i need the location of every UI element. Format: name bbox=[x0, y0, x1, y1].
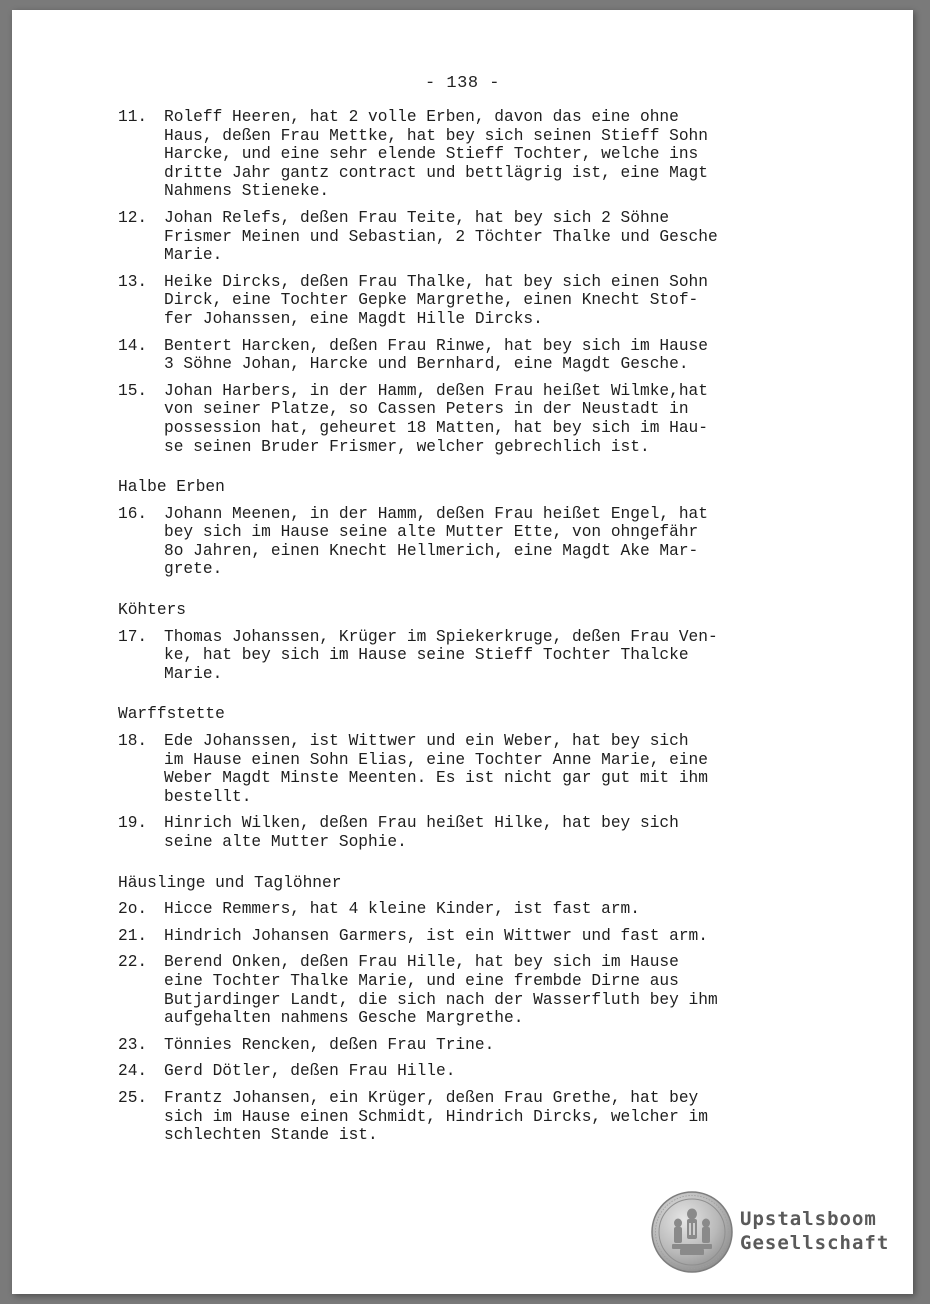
entry-line: seine alte Mutter Sophie. bbox=[164, 833, 407, 851]
entry-line: schlechten Stande ist. bbox=[164, 1126, 378, 1145]
section-halbe-erben bbox=[118, 478, 808, 579]
entry-number: 2o. bbox=[118, 900, 148, 919]
entry-line: Berend Onken, deßen Frau Hille, hat bey sich im Hause bbox=[164, 953, 679, 972]
entry-line: im Hause einen Sohn Elias, eine Tochter Anne Marie, eine bbox=[164, 750, 708, 769]
entry-line: Gerd Dötler, deßen Frau Hille. bbox=[164, 1062, 456, 1081]
entry-23 bbox=[118, 1036, 808, 1055]
entry-number: 13. bbox=[118, 272, 148, 291]
entry-line: se seinen Bruder Frismer, welcher gebrechlich ist. bbox=[164, 437, 650, 456]
entry-line: Hindrich Johansen Garmers, ist ein Wittwer und fast arm. bbox=[164, 926, 708, 945]
entry-line: Butjardinger Landt, die sich nach der Wasserfluth bey ihm bbox=[164, 990, 718, 1009]
section-vollerben bbox=[118, 108, 808, 456]
entry-number: 18. bbox=[118, 732, 148, 751]
document-body bbox=[118, 108, 808, 1153]
entry-25 bbox=[118, 1089, 808, 1145]
entry-number: 23. bbox=[118, 1035, 148, 1054]
entry-line: aufgehalten nahmens Gesche Margrethe. bbox=[164, 1009, 524, 1028]
section-warffstette bbox=[118, 705, 808, 851]
entry-line: Hicce Remmers, hat 4 kleine Kinder, ist fast arm. bbox=[164, 900, 640, 919]
entry-17 bbox=[118, 628, 808, 684]
section-heading: Warffstette bbox=[118, 705, 225, 724]
entry-number: 21. bbox=[118, 926, 148, 945]
society-seal-icon bbox=[650, 1190, 734, 1274]
entry-13 bbox=[118, 273, 808, 329]
entry-line: Harcke, und eine sehr elende Stieff Tochter, welche ins bbox=[164, 145, 699, 164]
entry-line: Tönnies Rencken, deßen Frau Trine. bbox=[164, 1035, 495, 1054]
entry-line: grete. bbox=[164, 560, 223, 579]
entry-number: 12. bbox=[118, 208, 148, 227]
entry-11 bbox=[118, 108, 808, 201]
entry-line: Roleff Heeren, hat 2 volle Erben, davon das eine ohne bbox=[164, 108, 679, 126]
document-page bbox=[12, 10, 913, 1294]
section-haeuslinge bbox=[118, 874, 808, 1145]
entry-line: bestellt. bbox=[164, 787, 252, 806]
section-heading: Köhters bbox=[118, 601, 186, 620]
entry-number: 14. bbox=[118, 336, 148, 355]
entry-15 bbox=[118, 382, 808, 456]
entry-line: Haus, deßen Frau Mettke, hat bey sich seinen Stieff Sohn bbox=[164, 126, 708, 145]
entry-line: Heike Dircks, deßen Frau Thalke, hat bey sich einen Sohn bbox=[164, 272, 708, 291]
society-name-line: Gesellschaft bbox=[740, 1232, 890, 1254]
entry-line: fer Johanssen, eine Magdt Hille Dircks. bbox=[164, 309, 543, 328]
entry-line: Thomas Johanssen, Krüger im Spiekerkruge, deßen Frau Ven- bbox=[164, 627, 718, 646]
entry-18 bbox=[118, 732, 808, 806]
entry-line: ke, hat bey sich im Hause seine Stieff Tochter Thalcke bbox=[164, 646, 689, 665]
entry-line: Bentert Harcken, deßen Frau Rinwe, hat bey sich im Hause bbox=[164, 336, 708, 355]
entry-number: 19. bbox=[118, 814, 148, 833]
entry-line: sich im Hause einen Schmidt, Hindrich Dircks, welcher im bbox=[164, 1107, 708, 1126]
entry-number: 11. bbox=[118, 108, 148, 126]
entry-line: possession hat, geheuret 18 Matten, hat bey sich im Hau- bbox=[164, 418, 708, 437]
entry-line: Weber Magdt Minste Meenten. Es ist nicht gar gut mit ihm bbox=[164, 769, 708, 788]
entry-19 bbox=[118, 814, 808, 851]
entry-line: Johann Meenen, in der Hamm, deßen Frau heißet Engel, hat bbox=[164, 504, 708, 523]
entry-line: bey sich im Hause seine alte Mutter Ette, von ohngefähr bbox=[164, 523, 699, 542]
entry-line: 3 Söhne Johan, Harcke und Bernhard, eine Magdt Gesche. bbox=[164, 355, 689, 374]
society-name bbox=[740, 1207, 889, 1255]
section-heading: Halbe Erben bbox=[118, 478, 225, 497]
entry-number: 25. bbox=[118, 1088, 148, 1107]
entry-line: von seiner Platze, so Cassen Peters in der Neustadt in bbox=[164, 400, 689, 419]
entry-16 bbox=[118, 505, 808, 579]
entry-24 bbox=[118, 1062, 808, 1081]
entry-22 bbox=[118, 953, 808, 1027]
entry-number: 22. bbox=[118, 953, 148, 972]
entry-number: 17. bbox=[118, 627, 148, 646]
entry-line: Frismer Meinen und Sebastian, 2 Töchter Thalke und Gesche bbox=[164, 227, 718, 246]
entry-line: dritte Jahr gantz contract und bettlägrig ist, eine Magt bbox=[164, 163, 708, 182]
entry-line: eine Tochter Thalke Marie, und eine frembde Dirne aus bbox=[164, 971, 679, 990]
entry-line: Johan Harbers, in der Hamm, deßen Frau heißet Wilmke,hat bbox=[164, 381, 708, 400]
section-heading: Häuslinge und Taglöhner bbox=[118, 873, 342, 892]
section-koehters bbox=[118, 601, 808, 683]
entry-line: Dirck, eine Tochter Gepke Margrethe, einen Knecht Stof- bbox=[164, 291, 699, 310]
entry-line: Frantz Johansen, ein Krüger, deßen Frau Grethe, hat bey bbox=[164, 1088, 699, 1107]
entry-line: Johan Relefs, deßen Frau Teite, hat bey sich 2 Söhne bbox=[164, 208, 670, 227]
entry-number: 24. bbox=[118, 1062, 148, 1081]
entry-14 bbox=[118, 337, 808, 374]
entry-number: 15. bbox=[118, 381, 148, 400]
entry-20 bbox=[118, 900, 808, 919]
entry-line: 8o Jahren, einen Knecht Hellmerich, eine Magdt Ake Mar- bbox=[164, 541, 699, 560]
entry-number: 16. bbox=[118, 504, 148, 523]
entry-line: Hinrich Wilken, deßen Frau heißet Hilke, hat bey sich bbox=[164, 814, 679, 833]
entry-line: Ede Johanssen, ist Wittwer und ein Weber, hat bey sich bbox=[164, 732, 689, 751]
page-number: - 138 - bbox=[425, 74, 500, 93]
entry-12 bbox=[118, 209, 808, 265]
entry-line: Marie. bbox=[164, 664, 223, 683]
entry-21 bbox=[118, 927, 808, 946]
society-name-line: Upstalsboom bbox=[740, 1208, 877, 1230]
entry-line: Marie. bbox=[164, 246, 223, 265]
entry-line: Nahmens Stieneke. bbox=[164, 182, 330, 201]
